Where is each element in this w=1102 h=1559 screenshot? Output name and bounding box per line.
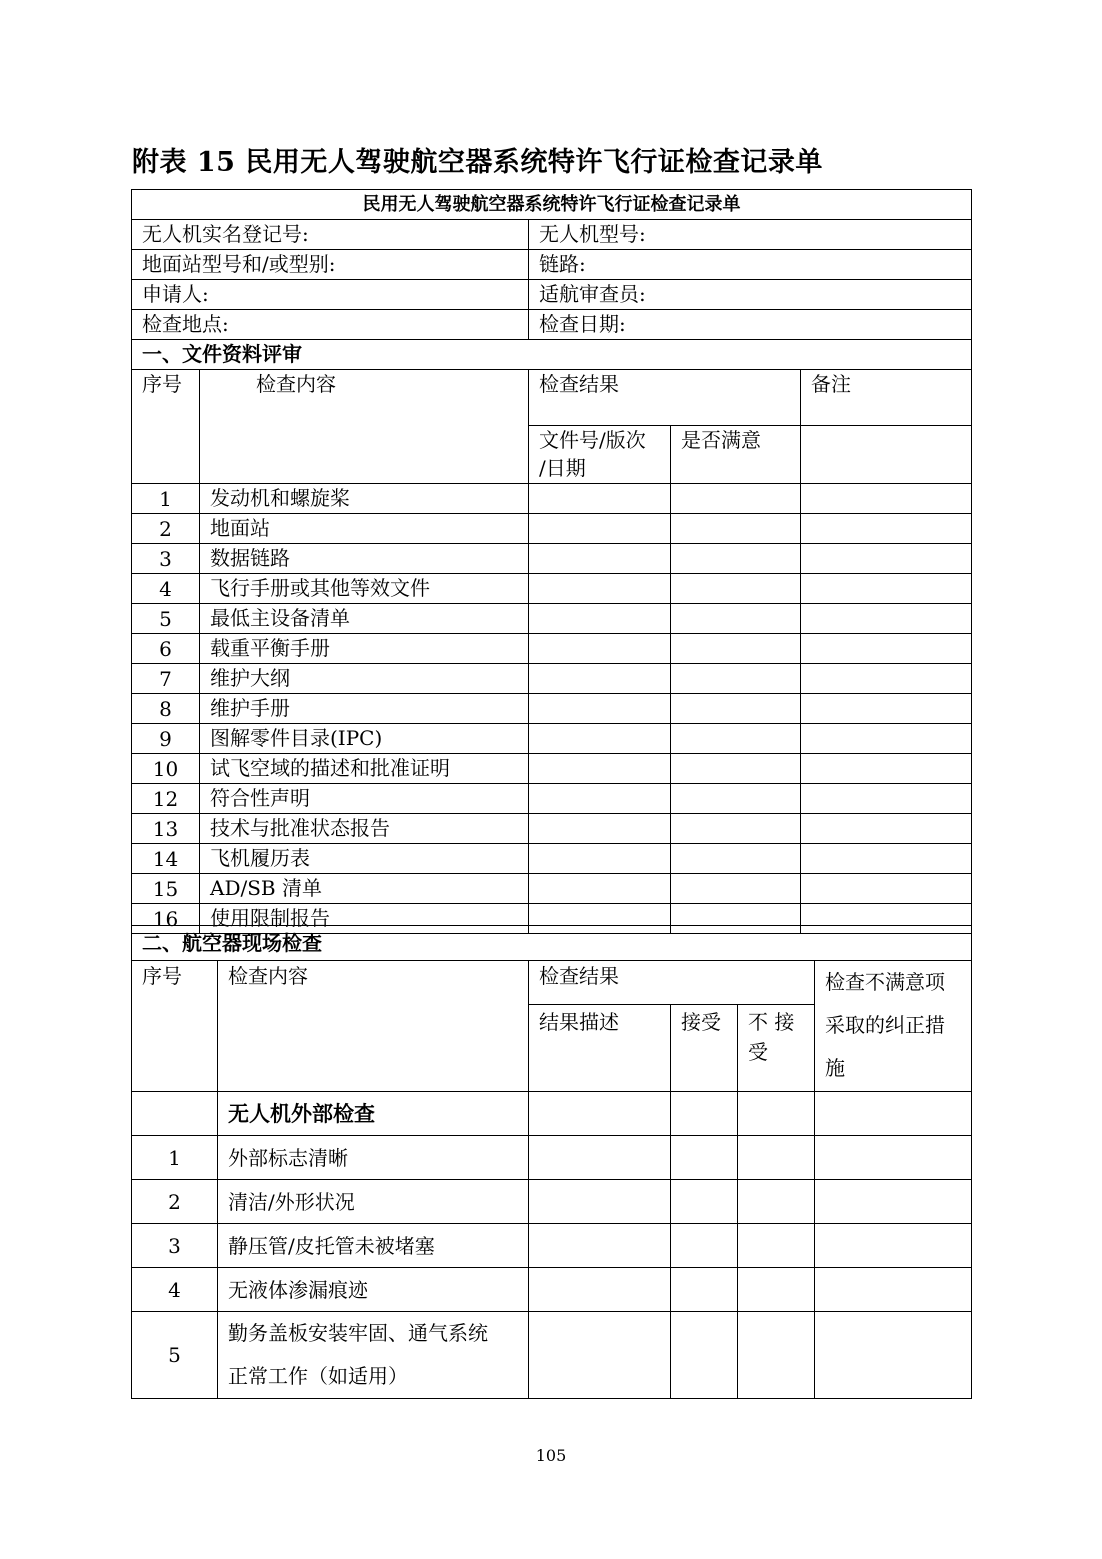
row-item: 外部标志清晰 — [218, 1136, 529, 1180]
row-item: 发动机和螺旋桨 — [200, 484, 529, 514]
site-inspection-table — [131, 925, 972, 1399]
place-field[interactable]: 检查地点: — [132, 310, 529, 340]
table-row — [132, 1224, 972, 1268]
note-cell[interactable] — [801, 664, 972, 694]
col-content-header: 检查内容 — [200, 370, 529, 484]
table-row — [132, 814, 972, 844]
doc-cell[interactable] — [529, 484, 671, 514]
table-row — [132, 574, 972, 604]
table-row — [132, 1312, 972, 1399]
col-doc-header: 文件号/版次 /日期 — [529, 426, 671, 484]
row-item: 维护大纲 — [200, 664, 529, 694]
row-item: 图解零件目录(IPC) — [200, 724, 529, 754]
table-row — [132, 844, 972, 874]
ok-cell[interactable] — [671, 694, 801, 724]
accept-cell[interactable] — [671, 1136, 738, 1180]
col-result-header: 检查结果 — [529, 961, 815, 1005]
row-item: 勤务盖板安装牢固、通气系统 正常工作（如适用） — [218, 1312, 529, 1399]
section1-header-row — [132, 370, 972, 426]
info-row — [132, 250, 972, 280]
document-title: 附表 15 民用无人驾驶航空器系统特许飞行证检查记录单 — [132, 147, 823, 178]
table-row — [132, 484, 972, 514]
col-accept-header: 接受 — [671, 1005, 738, 1092]
result-desc-cell[interactable] — [529, 1092, 671, 1136]
row-no: 9 — [132, 724, 200, 754]
section2-title-row — [132, 926, 972, 961]
note-cell[interactable] — [801, 634, 972, 664]
accept-cell[interactable] — [671, 1312, 738, 1399]
accept-cell[interactable] — [671, 1180, 738, 1224]
group-no — [132, 1092, 218, 1136]
accept-cell[interactable] — [671, 1268, 738, 1312]
row-item: 符合性声明 — [200, 784, 529, 814]
row-item: 无液体渗漏痕迹 — [218, 1268, 529, 1312]
table-row — [132, 544, 972, 574]
row-item: AD/SB 清单 — [200, 874, 529, 904]
reject-cell[interactable] — [738, 1092, 815, 1136]
section2-rows — [132, 1136, 972, 1399]
note-cell[interactable] — [801, 544, 972, 574]
inspector-field[interactable]: 适航审查员: — [529, 280, 972, 310]
result-desc-cell[interactable] — [529, 1268, 671, 1312]
ok-cell[interactable] — [671, 484, 801, 514]
col-no-header: 序号 — [132, 961, 218, 1092]
doc-cell[interactable] — [529, 724, 671, 754]
row-no: 8 — [132, 694, 200, 724]
action-cell[interactable] — [815, 1224, 972, 1268]
row-no: 1 — [132, 1136, 218, 1180]
table-row — [132, 754, 972, 784]
ok-cell[interactable] — [671, 844, 801, 874]
row-no: 5 — [132, 604, 200, 634]
doc-cell[interactable] — [529, 754, 671, 784]
row-no: 5 — [132, 1312, 218, 1399]
applicant-field[interactable]: 申请人: — [132, 280, 529, 310]
ok-cell[interactable] — [671, 574, 801, 604]
row-item: 静压管/皮托管未被堵塞 — [218, 1224, 529, 1268]
table-row — [132, 1136, 972, 1180]
gcs-field[interactable]: 地面站型号和/或型别: — [132, 250, 529, 280]
section1-title-row — [132, 340, 972, 370]
doc-cell[interactable] — [529, 514, 671, 544]
row-no: 10 — [132, 754, 200, 784]
table-row — [132, 514, 972, 544]
col-ok-header: 是否满意 — [671, 426, 801, 484]
note-cell[interactable] — [801, 874, 972, 904]
section2-title: 二、航空器现场检查 — [132, 926, 972, 961]
row-item: 地面站 — [200, 514, 529, 544]
section1-title: 一、文件资料评审 — [132, 340, 972, 370]
row-no: 12 — [132, 784, 200, 814]
row-no: 4 — [132, 574, 200, 604]
doc-cell[interactable] — [529, 664, 671, 694]
result-desc-cell[interactable] — [529, 1136, 671, 1180]
action-cell[interactable] — [815, 1268, 972, 1312]
note-cell[interactable] — [801, 724, 972, 754]
result-desc-cell[interactable] — [529, 1312, 671, 1399]
doc-cell[interactable] — [529, 874, 671, 904]
row-no: 6 — [132, 634, 200, 664]
row-no: 2 — [132, 514, 200, 544]
info-row — [132, 280, 972, 310]
note-cell[interactable] — [801, 754, 972, 784]
form-title-row — [132, 190, 972, 220]
ok-cell[interactable] — [671, 814, 801, 844]
doc-cell[interactable] — [529, 574, 671, 604]
row-item: 最低主设备清单 — [200, 604, 529, 634]
ok-cell[interactable] — [671, 664, 801, 694]
reject-cell[interactable] — [738, 1268, 815, 1312]
note-cell[interactable] — [801, 814, 972, 844]
col-note-blank — [801, 426, 972, 484]
row-item: 使用限制报告 — [200, 904, 529, 934]
doc-cell[interactable] — [529, 634, 671, 664]
table-row — [132, 1268, 972, 1312]
ok-cell[interactable] — [671, 604, 801, 634]
row-no: 1 — [132, 484, 200, 514]
row-no: 3 — [132, 544, 200, 574]
row-item: 飞行手册或其他等效文件 — [200, 574, 529, 604]
col-desc-header: 结果描述 — [529, 1005, 671, 1092]
row-item: 飞机履历表 — [200, 844, 529, 874]
table-row — [132, 664, 972, 694]
reg-no-field[interactable]: 无人机实名登记号: — [132, 220, 529, 250]
row-item: 试飞空域的描述和批准证明 — [200, 754, 529, 784]
date-field[interactable]: 检查日期: — [529, 310, 972, 340]
row-item: 技术与批准状态报告 — [200, 814, 529, 844]
section1-rows — [132, 484, 972, 934]
reject-cell[interactable] — [738, 1180, 815, 1224]
ok-cell[interactable] — [671, 874, 801, 904]
ok-cell[interactable] — [671, 784, 801, 814]
info-row — [132, 310, 972, 340]
row-no: 16 — [132, 904, 200, 934]
row-no: 4 — [132, 1268, 218, 1312]
doc-cell[interactable] — [529, 784, 671, 814]
action-cell[interactable] — [815, 1092, 972, 1136]
ok-cell[interactable] — [671, 544, 801, 574]
doc-cell[interactable] — [529, 694, 671, 724]
reject-cell[interactable] — [738, 1312, 815, 1399]
row-no: 13 — [132, 814, 200, 844]
inspection-record-table — [131, 189, 972, 934]
row-no: 15 — [132, 874, 200, 904]
group-title: 无人机外部检查 — [218, 1092, 529, 1136]
model-field[interactable]: 无人机型号: — [529, 220, 972, 250]
row-item: 维护手册 — [200, 694, 529, 724]
result-desc-cell[interactable] — [529, 1224, 671, 1268]
col-note-header: 备注 — [801, 370, 972, 426]
page-number: 105 — [535, 1446, 567, 1465]
doc-cell[interactable] — [529, 544, 671, 574]
action-cell[interactable] — [815, 1180, 972, 1224]
note-cell[interactable] — [801, 784, 972, 814]
table-row — [132, 784, 972, 814]
ok-cell[interactable] — [671, 754, 801, 784]
action-cell[interactable] — [815, 1312, 972, 1399]
note-cell[interactable] — [801, 694, 972, 724]
row-no: 3 — [132, 1224, 218, 1268]
link-field[interactable]: 链路: — [529, 250, 972, 280]
table-row — [132, 1180, 972, 1224]
note-cell[interactable] — [801, 574, 972, 604]
row-no: 7 — [132, 664, 200, 694]
group-row — [132, 1092, 972, 1136]
doc-cell[interactable] — [529, 844, 671, 874]
result-desc-cell[interactable] — [529, 1180, 671, 1224]
action-cell[interactable] — [815, 1136, 972, 1180]
row-item: 数据链路 — [200, 544, 529, 574]
col-action-header: 检查不满意项 采取的纠正措 施 — [815, 961, 972, 1092]
row-no: 14 — [132, 844, 200, 874]
note-cell[interactable] — [801, 514, 972, 544]
ok-cell[interactable] — [671, 724, 801, 754]
row-item: 载重平衡手册 — [200, 634, 529, 664]
reject-cell[interactable] — [738, 1224, 815, 1268]
table-row — [132, 724, 972, 754]
ok-cell[interactable] — [671, 634, 801, 664]
accept-cell[interactable] — [671, 1092, 738, 1136]
form-title: 民用无人驾驶航空器系统特许飞行证检查记录单 — [132, 190, 972, 220]
note-cell[interactable] — [801, 484, 972, 514]
table-row — [132, 694, 972, 724]
col-result-header: 检查结果 — [529, 370, 801, 426]
accept-cell[interactable] — [671, 1224, 738, 1268]
row-item: 清洁/外形状况 — [218, 1180, 529, 1224]
doc-cell[interactable] — [529, 604, 671, 634]
doc-cell[interactable] — [529, 814, 671, 844]
note-cell[interactable] — [801, 844, 972, 874]
reject-cell[interactable] — [738, 1136, 815, 1180]
table-row — [132, 874, 972, 904]
ok-cell[interactable] — [671, 514, 801, 544]
col-reject-header: 不 接 受 — [738, 1005, 815, 1092]
section2-header-row — [132, 961, 972, 1005]
row-no: 2 — [132, 1180, 218, 1224]
note-cell[interactable] — [801, 604, 972, 634]
table-row — [132, 604, 972, 634]
col-no-header: 序号 — [132, 370, 200, 484]
info-row — [132, 220, 972, 250]
table-row — [132, 634, 972, 664]
col-content-header: 检查内容 — [218, 961, 529, 1092]
